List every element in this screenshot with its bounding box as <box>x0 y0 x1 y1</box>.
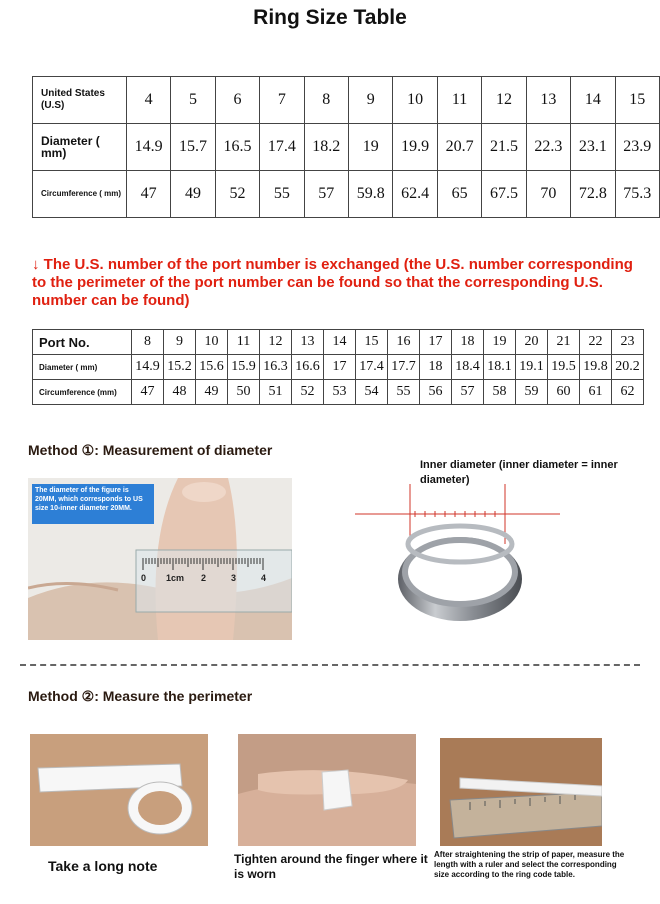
table-cell: 49 <box>171 171 215 218</box>
table-cell: 8 <box>132 330 164 355</box>
table-cell: 75.3 <box>615 171 659 218</box>
table-cell: 13 <box>292 330 324 355</box>
table-cell: 10 <box>393 77 437 124</box>
row-label: United States (U.S) <box>33 77 127 124</box>
table-cell: 18.2 <box>304 124 348 171</box>
table-cell: 11 <box>228 330 260 355</box>
method1-heading: Method ①: Measurement of diameter <box>28 442 273 458</box>
table-cell: 16.6 <box>292 355 324 380</box>
table-cell: 17 <box>420 330 452 355</box>
paper-strip-photo <box>30 734 208 846</box>
section-divider <box>20 664 640 666</box>
table-row <box>33 330 644 355</box>
row-label: Diameter ( mm) <box>33 355 132 380</box>
table-cell: 5 <box>171 77 215 124</box>
us-size-table <box>32 76 660 218</box>
table-row <box>33 355 644 380</box>
table-cell: 58 <box>484 380 516 405</box>
step3-caption: After straightening the strip of paper, measure the length with a ruler and select the corresponding size according to the ring code table. <box>434 850 625 879</box>
row-label: Circumference ( mm) <box>33 171 127 218</box>
ruler-measure-photo <box>440 738 602 846</box>
table-cell: 18.1 <box>484 355 516 380</box>
row-label: Port No. <box>33 330 132 355</box>
table-cell: 21.5 <box>482 124 526 171</box>
table-cell: 15.9 <box>228 355 260 380</box>
table-cell: 12 <box>482 77 526 124</box>
conversion-note: ↓ The U.S. number of the port number is exchanged (the U.S. number corresponding to the perimeter of the port number can be found so that the corresponding U.S. number can be found) <box>32 256 633 309</box>
table-cell: 15 <box>615 77 659 124</box>
ruler-label-4: 4 <box>261 573 267 583</box>
table-cell: 14.9 <box>132 355 164 380</box>
ruler-ticks <box>138 558 288 572</box>
table-cell: 65 <box>437 171 481 218</box>
table-cell: 55 <box>260 171 304 218</box>
table-cell: 22.3 <box>526 124 570 171</box>
ruler-measure-illustration <box>440 738 602 846</box>
table-cell: 19 <box>484 330 516 355</box>
ruler-label-2: 2 <box>201 573 207 583</box>
step1-caption: Take a long note <box>48 858 158 874</box>
table-cell: 20.2 <box>612 355 644 380</box>
table-cell: 60 <box>548 380 580 405</box>
table-cell: 52 <box>292 380 324 405</box>
finger-wrap-illustration <box>238 734 416 846</box>
finger-wrap-photo <box>238 734 416 846</box>
table-cell: 21 <box>548 330 580 355</box>
method2-heading: Method ②: Measure the perimeter <box>28 688 253 704</box>
table-cell: 17.4 <box>356 355 388 380</box>
table-cell: 16 <box>388 330 420 355</box>
table-cell: 4 <box>126 77 170 124</box>
table-cell: 72.8 <box>571 171 615 218</box>
table-cell: 20.7 <box>437 124 481 171</box>
table-cell: 13 <box>526 77 570 124</box>
table-cell: 16.5 <box>215 124 259 171</box>
table-cell: 52 <box>215 171 259 218</box>
table-cell: 59.8 <box>349 171 393 218</box>
row-label: Circumference (mm) <box>33 380 132 405</box>
step2-caption: Tighten around the finger where it is worn <box>234 852 428 881</box>
table-cell: 55 <box>388 380 420 405</box>
photo-caption-box <box>32 484 154 524</box>
table-cell: 19.1 <box>516 355 548 380</box>
page-title: Ring Size Table <box>253 6 407 29</box>
ruler-tick-marks <box>138 558 288 572</box>
table-row <box>33 124 660 171</box>
table-cell: 16.3 <box>260 355 292 380</box>
table-cell: 56 <box>420 380 452 405</box>
table-cell: 19.9 <box>393 124 437 171</box>
table-cell: 23.9 <box>615 124 659 171</box>
table-cell: 14 <box>324 330 356 355</box>
table-cell: 23 <box>612 330 644 355</box>
table-cell: 19 <box>349 124 393 171</box>
table-cell: 70 <box>526 171 570 218</box>
table-cell: 47 <box>132 380 164 405</box>
ruler-label-0: 0 <box>141 573 147 583</box>
table-cell: 15.7 <box>171 124 215 171</box>
table-cell: 62 <box>612 380 644 405</box>
table-cell: 18.4 <box>452 355 484 380</box>
table-cell: 54 <box>356 380 388 405</box>
port-size-table <box>32 329 644 405</box>
table-cell: 18 <box>452 330 484 355</box>
table-cell: 47 <box>126 171 170 218</box>
table-cell: 50 <box>228 380 260 405</box>
table-cell: 57 <box>452 380 484 405</box>
table-cell: 8 <box>304 77 348 124</box>
table-cell: 9 <box>164 330 196 355</box>
table-cell: 53 <box>324 380 356 405</box>
table-row <box>33 171 660 218</box>
ring-illustration <box>355 484 560 634</box>
table-cell: 14.9 <box>126 124 170 171</box>
table-cell: 62.4 <box>393 171 437 218</box>
table-cell: 19.5 <box>548 355 580 380</box>
row-label: Diameter ( mm) <box>33 124 127 171</box>
ring-diagram <box>355 484 560 634</box>
table-cell: 49 <box>196 380 228 405</box>
table-cell: 14 <box>571 77 615 124</box>
table-cell: 9 <box>349 77 393 124</box>
table-cell: 22 <box>580 330 612 355</box>
table-cell: 17 <box>324 355 356 380</box>
table-cell: 15.6 <box>196 355 228 380</box>
table-cell: 20 <box>516 330 548 355</box>
table-cell: 61 <box>580 380 612 405</box>
table-cell: 48 <box>164 380 196 405</box>
table-cell: 6 <box>215 77 259 124</box>
table-cell: 17.4 <box>260 124 304 171</box>
photo-caption: The diameter of the figure is 20MM, which corresponds to US size 10-inner diameter 20MM. <box>35 487 143 512</box>
table-cell: 59 <box>516 380 548 405</box>
ruler-label-3: 3 <box>231 573 237 583</box>
table-cell: 15.2 <box>164 355 196 380</box>
table-cell: 7 <box>260 77 304 124</box>
table-cell: 15 <box>356 330 388 355</box>
paper-strip-illustration <box>30 734 208 846</box>
table-cell: 10 <box>196 330 228 355</box>
table-cell: 12 <box>260 330 292 355</box>
table-cell: 57 <box>304 171 348 218</box>
ruler-label-1cm: 1cm <box>166 573 185 583</box>
table-row <box>33 77 660 124</box>
table-cell: 23.1 <box>571 124 615 171</box>
table-cell: 11 <box>437 77 481 124</box>
table-cell: 17.7 <box>388 355 420 380</box>
finger-ruler-photo <box>28 478 292 640</box>
table-cell: 18 <box>420 355 452 380</box>
table-cell: 19.8 <box>580 355 612 380</box>
table-cell: 67.5 <box>482 171 526 218</box>
table-row <box>33 380 644 405</box>
table-cell: 51 <box>260 380 292 405</box>
ring-caption: Inner diameter (inner diameter = inner diameter) <box>420 459 618 486</box>
